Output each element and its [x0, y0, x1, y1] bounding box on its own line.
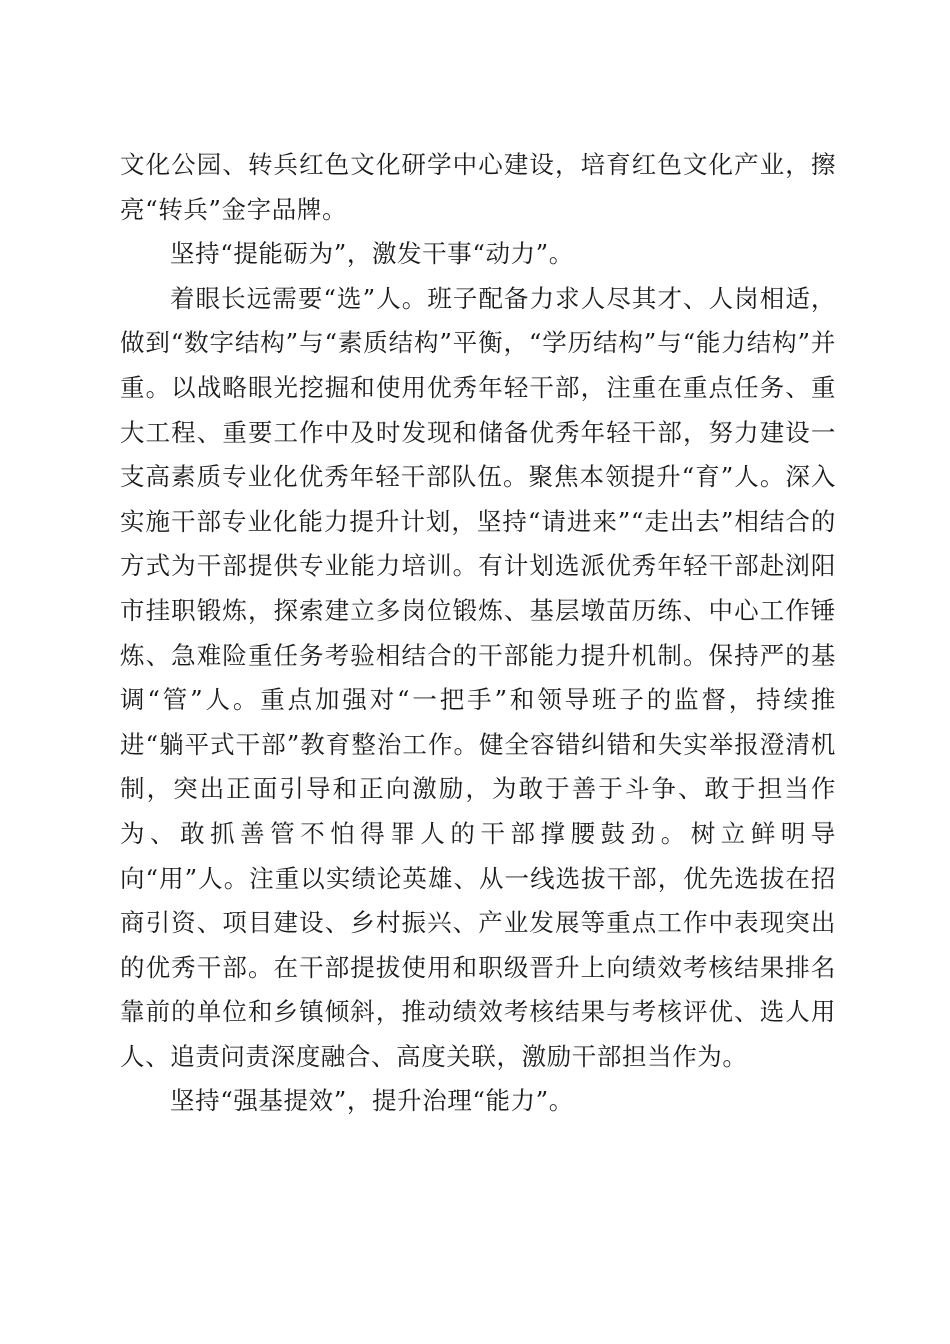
paragraph-continuation: 文化公园、转兵红色文化研学中心建设，培育红色文化产业，擦亮“转兵”金字品牌。 [120, 150, 836, 224]
section-heading-governance: 坚持“强基提效”，提升治理“能力”。 [170, 1086, 574, 1116]
paragraph-cadre-selection: 着眼长远需要“选”人。班子配备力求人尽其才、人岗相适，做到“数字结构”与“素质结构”平衡，“学历结构”与“能力结构”并重。以战略眼光挖掘和使用优秀年轻干部，注重在重点任务、重大工程、重要工作中及时发现和储备优秀年轻干部，努力建设一支高素质专业化优秀年轻干部队伍。聚焦本领提升“育”人。深入实施干部专业化能力提升计划，坚持“请进来”“走出去”相结合的方式为干部提供专业能力培训。有计划选派优秀年轻干部赴浏阳市挂职锻炼，探索建立多岗位锻炼、基层墩苗历练、中心工作锤炼、急难险重任务考验相结合的干部能力提升机制。保持严的基调“管”人。重点加强对“一把手”和领导班子的监督，持续推进“躺平式干部”教育整治工作。健全容错纠错和失实举报澄清机制，突出正面引导和正向激励，为敢于善于斗争、敢于担当作为、敢抓善管不怕得罪人的干部撑腰鼓劲。树立鲜明导向“用”人。注重以实绩论英雄、从一线选拔干部，优先选拔在招商引资、项目建设、乡村振兴、产业发展等重点工作中表现突出的优秀干部。在干部提拔使用和职级晋升上向绩效考核结果排名靠前的单位和乡镇倾斜，推动绩效考核结果与考核评优、选人用人、追责问责深度融合、高度关联，激励干部担当作为。 [120, 283, 836, 1071]
document-body [120, 143, 836, 1124]
section-heading-capability: 坚持“提能砺为”，激发干事“动力”。 [170, 239, 574, 269]
